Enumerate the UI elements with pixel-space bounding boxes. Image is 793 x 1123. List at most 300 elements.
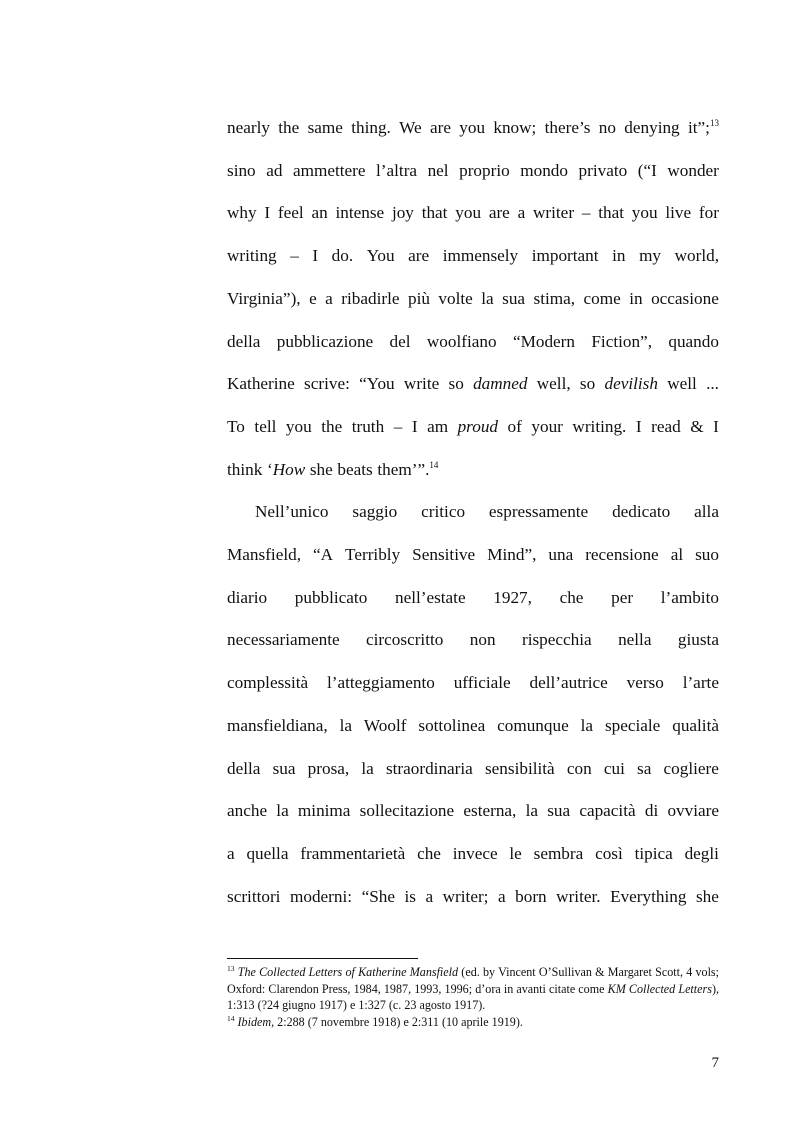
word-part: sensibilità	[484, 758, 555, 778]
word	[266, 150, 282, 193]
footnote-ref: 14	[429, 459, 439, 470]
word-part: che	[417, 843, 441, 863]
word-part: la	[276, 801, 289, 821]
word	[532, 235, 599, 278]
word-part: della	[227, 758, 261, 778]
word-part: know;	[493, 118, 537, 137]
word	[362, 876, 395, 919]
word-part: volte	[438, 288, 473, 308]
word	[645, 790, 658, 833]
word	[255, 491, 329, 534]
word-part: degli	[684, 843, 719, 863]
word	[668, 321, 719, 364]
emphasis: The Collected Letters of Katherine Mansfield	[237, 965, 459, 979]
word-part: To	[227, 416, 245, 436]
word-part: verso	[626, 673, 664, 693]
word	[498, 876, 506, 919]
word-part: a	[325, 288, 333, 308]
word-part: “You	[359, 374, 395, 394]
word	[639, 235, 661, 278]
text-line	[227, 449, 719, 492]
word	[227, 790, 267, 833]
word	[636, 406, 642, 449]
word	[672, 705, 719, 748]
word-part: ad	[266, 160, 283, 180]
word-part: come	[583, 288, 621, 308]
word-part: I	[312, 246, 319, 266]
word	[694, 491, 719, 534]
word-part: quella	[246, 843, 289, 863]
word-part: in	[612, 246, 626, 266]
word-part: tell	[254, 416, 277, 436]
word-part: joy	[391, 203, 414, 223]
body-text	[227, 107, 719, 918]
word	[417, 833, 441, 876]
word-part: straordinaria	[385, 758, 473, 778]
word-part: it”;	[687, 118, 710, 137]
word	[337, 449, 372, 492]
word-part: feel	[277, 203, 304, 223]
word	[497, 705, 569, 748]
word-part: are	[429, 118, 451, 137]
word	[227, 321, 260, 364]
word-part: 1927,	[493, 587, 532, 607]
word	[690, 406, 703, 449]
footnote-text: ), 1:313 (?24 giugno 1917) e 1:327 (c. 23 agosto 1917).	[227, 981, 719, 1012]
word	[579, 150, 628, 193]
word-part: Fiction”,	[591, 331, 652, 351]
word-part: Everything	[610, 886, 687, 906]
word	[518, 192, 526, 235]
word	[332, 235, 353, 278]
word-part: nell’estate	[394, 587, 466, 607]
word	[290, 235, 299, 278]
word-part: speciale	[604, 715, 661, 735]
word	[683, 662, 719, 705]
word-part: la	[525, 801, 538, 821]
word-part: so	[579, 374, 596, 394]
word-part: are	[488, 203, 510, 223]
word	[227, 748, 260, 791]
word-part: con	[566, 758, 592, 778]
emphasis: How	[272, 459, 306, 479]
word-part: critico	[421, 502, 466, 522]
word-part: the	[321, 416, 343, 436]
page-number: 7	[711, 1055, 719, 1071]
word-part: nella	[618, 630, 652, 650]
word	[612, 235, 625, 278]
text-line	[227, 406, 719, 449]
word-part: espressamente	[488, 502, 589, 522]
word-part: “Modern	[512, 331, 575, 351]
word-part: sollecitazione	[359, 801, 455, 821]
emphasis: KM Collected Letters	[607, 981, 712, 996]
word	[254, 406, 276, 449]
footnote-separator	[227, 958, 418, 959]
word	[556, 876, 600, 919]
word	[308, 748, 350, 791]
word	[361, 748, 373, 791]
text-line	[227, 107, 719, 150]
word	[227, 449, 262, 492]
word	[515, 876, 547, 919]
word-part: –	[393, 416, 403, 436]
word	[395, 577, 466, 620]
word	[295, 577, 368, 620]
word	[227, 406, 245, 449]
word-part: “A	[313, 545, 334, 565]
word	[359, 363, 395, 406]
word	[534, 278, 576, 321]
word-part: born	[515, 886, 547, 906]
word-part: (“I	[637, 160, 657, 180]
word	[408, 235, 429, 278]
word-part: scrive:	[304, 374, 350, 394]
word	[661, 577, 719, 620]
word	[533, 192, 574, 235]
word-part: sino	[227, 160, 256, 180]
word-part: nearly	[227, 118, 270, 137]
word	[277, 321, 373, 364]
word-part: cui	[603, 758, 625, 778]
word	[699, 192, 719, 235]
word-part: sembra	[533, 843, 584, 863]
word	[604, 363, 657, 406]
text-line	[227, 235, 719, 278]
word	[635, 833, 673, 876]
word	[408, 278, 430, 321]
word-part: stima,	[533, 288, 576, 308]
word	[667, 363, 697, 406]
word-part: comunque	[497, 715, 569, 735]
word	[390, 321, 411, 364]
word	[610, 876, 686, 919]
word	[430, 107, 451, 150]
word	[376, 150, 417, 193]
word-part: privato	[578, 160, 628, 180]
word-part: world,	[674, 246, 719, 266]
word-part: for	[698, 203, 719, 223]
word	[688, 107, 719, 150]
text-line	[227, 748, 719, 791]
word-part: same	[307, 118, 343, 137]
word	[352, 406, 384, 449]
word-part: of	[507, 416, 522, 436]
word-part: ovviare	[667, 801, 719, 821]
word	[227, 619, 340, 662]
word	[427, 321, 497, 364]
word-part: a	[227, 843, 235, 863]
word-part: circoscritto	[366, 630, 444, 650]
word-part: them’”.	[377, 459, 430, 479]
text-line	[227, 790, 719, 833]
word	[627, 662, 664, 705]
text-line	[227, 619, 719, 662]
word-part: wonder	[667, 160, 719, 180]
emphasis: damned	[473, 374, 528, 394]
word-part: think	[227, 459, 263, 479]
word-part: I	[635, 416, 642, 436]
word-part: she	[309, 459, 333, 479]
word-part: della	[227, 331, 261, 351]
word-part: recensione	[585, 545, 659, 565]
word-part: beats	[337, 459, 373, 479]
word-part: non	[469, 630, 496, 650]
word	[227, 363, 295, 406]
word-part: a	[497, 886, 506, 906]
word-part: Nell’unico	[255, 502, 329, 522]
word	[321, 406, 342, 449]
word	[227, 278, 301, 321]
word-part: sua	[272, 758, 296, 778]
word	[427, 406, 448, 449]
word	[335, 192, 384, 235]
word-part: sua	[547, 801, 571, 821]
word-part: suo	[695, 545, 719, 565]
word-part: ‘	[266, 459, 273, 479]
text-line	[227, 876, 719, 919]
word-part: del	[389, 331, 411, 351]
word	[489, 491, 588, 534]
word-part: minima	[297, 801, 351, 821]
word	[664, 748, 719, 791]
text-line	[227, 705, 719, 748]
emphasis: Ibidem	[237, 1014, 272, 1029]
word-part: Virginia”),	[227, 288, 301, 308]
word-part: important	[531, 246, 599, 266]
word-part: e	[309, 288, 317, 308]
word-part: a	[425, 886, 434, 906]
word	[580, 363, 595, 406]
word	[534, 833, 584, 876]
text-line	[227, 491, 719, 534]
word-part: denying	[624, 118, 680, 137]
word	[598, 192, 624, 235]
word-part: prosa,	[307, 758, 350, 778]
word	[293, 150, 366, 193]
word	[227, 662, 308, 705]
word	[612, 491, 670, 534]
text-line	[227, 833, 719, 876]
word-part: la	[361, 758, 374, 778]
word	[405, 876, 416, 919]
word	[485, 748, 555, 791]
word-part: the	[278, 118, 300, 137]
word-part: Katherine	[227, 374, 295, 394]
word-part: pubblicazione	[276, 331, 374, 351]
word-part: intense	[335, 203, 385, 223]
word-part: Terribly	[345, 545, 401, 565]
word	[264, 192, 270, 235]
word	[678, 619, 719, 662]
word-part: your	[531, 416, 563, 436]
word	[611, 577, 633, 620]
word-part: so	[448, 374, 464, 394]
word	[273, 748, 296, 791]
word-part: that	[421, 203, 448, 223]
word	[308, 107, 343, 150]
word-part: are	[408, 246, 430, 266]
word-part: you	[459, 118, 486, 137]
word	[377, 449, 438, 492]
word	[309, 278, 317, 321]
word-part: –	[581, 203, 591, 223]
word	[227, 876, 280, 919]
word-part: nel	[427, 160, 449, 180]
word-part: esterna,	[463, 801, 517, 821]
word	[227, 705, 328, 748]
word-part: Mind”,	[487, 545, 537, 565]
word	[618, 619, 651, 662]
word-part: moderni:	[289, 886, 353, 906]
word	[438, 278, 472, 321]
word	[509, 833, 521, 876]
word-part: why	[227, 203, 257, 223]
word	[449, 363, 464, 406]
word-part: I	[411, 416, 418, 436]
word-part: there’s	[544, 118, 591, 137]
text-line	[227, 321, 719, 364]
word	[537, 363, 571, 406]
word	[304, 363, 350, 406]
word	[545, 107, 591, 150]
word-part: giusta	[677, 630, 719, 650]
word-part: che	[559, 587, 584, 607]
word	[651, 278, 719, 321]
word	[392, 192, 414, 235]
word	[227, 577, 267, 620]
word	[425, 876, 433, 919]
word-part: an	[311, 203, 328, 223]
word	[352, 491, 397, 534]
word	[443, 876, 489, 919]
word-part: you	[631, 203, 658, 223]
text-line	[227, 278, 719, 321]
footnote-text: , 2:288 (7 novembre 1918) e 2:311 (10 aprile 1919).	[271, 1014, 523, 1029]
word	[638, 150, 657, 193]
word	[671, 534, 683, 577]
word-part: &	[690, 416, 704, 436]
word	[290, 876, 352, 919]
word-part: capacità	[579, 801, 636, 821]
word-part: diario	[227, 587, 268, 607]
word	[455, 192, 481, 235]
word	[278, 192, 304, 235]
word-part: la	[481, 288, 494, 308]
word	[428, 150, 449, 193]
word	[502, 278, 525, 321]
footnote-ref: 13	[709, 118, 719, 128]
word	[706, 363, 719, 406]
word-part: We	[399, 118, 422, 137]
emphasis: proud	[457, 416, 499, 436]
word	[696, 876, 719, 919]
word-part: I	[264, 203, 271, 223]
word-part: she	[695, 886, 719, 906]
word	[632, 192, 658, 235]
word	[300, 833, 405, 876]
word	[567, 748, 592, 791]
text-line	[227, 192, 719, 235]
word-part: truth	[351, 416, 385, 436]
text-line	[227, 577, 719, 620]
word	[513, 321, 575, 364]
word-part: dedicato	[612, 502, 671, 522]
word-part: no	[598, 118, 616, 137]
word-part: la	[339, 715, 353, 735]
word	[227, 833, 235, 876]
word-part: invece	[452, 843, 498, 863]
word	[310, 449, 333, 492]
word	[685, 833, 719, 876]
word	[651, 406, 681, 449]
word-part: do.	[331, 246, 354, 266]
word	[227, 107, 270, 150]
word	[459, 150, 510, 193]
word	[531, 406, 563, 449]
word-part: that	[598, 203, 624, 223]
word-part: proprio	[459, 160, 510, 180]
word	[463, 790, 516, 833]
word	[487, 534, 536, 577]
word	[341, 278, 399, 321]
word-part: ...	[706, 374, 719, 394]
word	[267, 449, 305, 492]
word-part: dell’autrice	[529, 673, 608, 693]
word	[665, 192, 691, 235]
word-part: rispecchia	[521, 630, 592, 650]
word-part: writer;	[442, 886, 489, 906]
word	[367, 235, 395, 278]
word-part: anche	[227, 801, 268, 821]
word-part: l’ambito	[660, 587, 719, 607]
word-part: così	[595, 843, 623, 863]
text-line	[227, 363, 719, 406]
word	[675, 235, 719, 278]
word	[560, 577, 584, 620]
word	[412, 406, 418, 449]
word	[547, 790, 570, 833]
word	[585, 534, 658, 577]
word-part: in	[629, 288, 643, 308]
word-part: –	[290, 246, 299, 266]
word	[421, 491, 465, 534]
word-part: tipica	[634, 843, 673, 863]
word	[340, 705, 352, 748]
word	[582, 192, 591, 235]
emphasis: devilish	[604, 374, 658, 394]
word	[454, 662, 511, 705]
word	[327, 662, 435, 705]
word-part: I	[713, 416, 719, 436]
word	[530, 662, 608, 705]
word-part: necessariamente	[227, 630, 340, 650]
word-part: ribadirle	[341, 288, 400, 308]
word-part: ufficiale	[453, 673, 511, 693]
word-part: per	[611, 587, 634, 607]
word-part: l’atteggiamento	[327, 673, 435, 693]
word	[345, 534, 400, 577]
word	[473, 363, 527, 406]
word-part: complessità	[227, 673, 309, 693]
word-part: sua	[502, 288, 526, 308]
word	[453, 833, 498, 876]
word	[325, 278, 333, 321]
word	[581, 705, 593, 748]
word	[412, 534, 475, 577]
word-part: pubblicato	[294, 587, 368, 607]
word	[522, 619, 592, 662]
